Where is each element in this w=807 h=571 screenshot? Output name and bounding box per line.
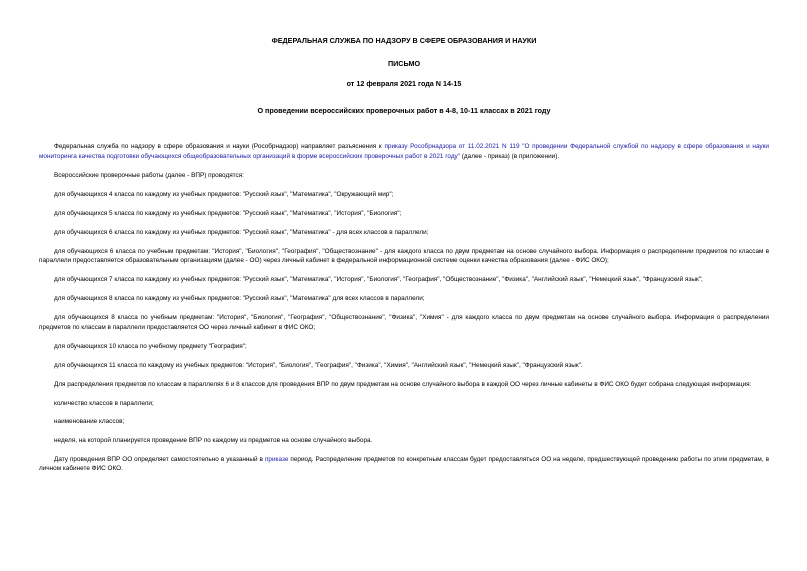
distribution-paragraph: Для распределения предметов по классам в параллелях 6 и 8 классов для проведения ВПР по двум предметам на основе случайного выбора в каждой ОО через личные кабинеты в ФИС ОКО будет собрана следующая информация:: [54, 380, 752, 388]
document-type: ПИСЬМО: [387, 59, 421, 68]
grade-6-all-paragraph: для обучающихся 6 класса по каждому из учебных предметов: "Русский язык", "Математика" - для всех классов в параллели;: [54, 228, 429, 236]
order-119-link[interactable]: приказу Рособрнадзора от 11.02.2021 N 119 "О проведении Федеральной службой по надзору в сфере образования и науки мониторинга качества подготовки обучающихся общеобразовательных организаций в форме всероссийских проверочных работ в 2021 году": [39, 143, 769, 160]
grade-8-all-paragraph: для обучающихся 8 класса по каждому из учебных предметов: "Русский язык", "Математика" для всех классов в параллели;: [54, 295, 425, 303]
info-item-week: неделя, на которой планируется проведение ВПР по каждому из предметов на основе случайного выбора.: [54, 436, 373, 444]
vpr-intro-paragraph: Всероссийские проверочные работы (далее - ВПР) проводятся:: [54, 171, 244, 179]
grade-4-paragraph: для обучающихся 4 класса по каждому из учебных предметов: "Русский язык", "Математика", "Окружающий мир";: [54, 190, 394, 198]
dates-text: Дату проведения ВПР ОО определяет самостоятельно в указанный в: [54, 455, 265, 463]
dates-paragraph: [39, 455, 769, 474]
order-link[interactable]: приказе: [264, 455, 289, 463]
dates-text-end: период. Распределение предметов по конкретным классам будет предоставляться ОО на неделе, предшествующей проведению работы по этим предметам, в личном кабинете ФИС ОКО.: [39, 455, 769, 473]
grade-5-paragraph: для обучающихся 5 класса по каждому из учебных предметов: "Русский язык", "Математика", "История", "Биология";: [54, 209, 402, 217]
intro-text: Федеральная служба по надзору в сфере образования и науки (Рособрнадзор) направляет разъяснения к: [54, 143, 385, 150]
document-body: [39, 142, 769, 474]
grade-10-paragraph: для обучающихся 10 класса по учебному предмету "География";: [54, 342, 247, 350]
info-item-class-names: наименование классов;: [54, 418, 125, 426]
intro-text-end: (далее - приказ) (в приложении).: [460, 152, 560, 160]
grade-7-paragraph: для обучающихся 7 класса по каждому из учебных предметов: "Русский язык", "Математика", "История", "Биология", "География", "Обществознание", "Физика", "Английский язык", "Немецкий язык", "Французский язык";: [54, 276, 703, 284]
document-subject: О проведении всероссийских проверочных работ в 4-8, 10-11 классах в 2021 году: [257, 106, 551, 115]
grade-8-random-paragraph: для обучающихся 8 класса по учебным предметам: "История", "Биология", "География", "Обществознание", "Физика", "Химия" - для каждого класса по двум предметам на основе случайного выбора. Информация о распределении предметов по классам в параллели предоставляется ОО через личный кабинет в ФИС ОКО;: [39, 314, 769, 331]
grade-11-paragraph: для обучающихся 11 класса по каждому из учебных предметов: "История", "Биология", "География", "Физика", "Химия", "Английский язык", "Немецкий язык", "Французский язык".: [54, 361, 583, 369]
grade-6-random-paragraph: для обучающихся 6 класса по учебным предметам: "История", "Биология", "География", "Обществознание" - для каждого класса по двум предметам на основе случайного выбора. Информация о распределении предметов по классам в параллели предоставляется образовательным организациям (далее - ОО) через личный кабинет в федеральной информационной системе оценки качества образования (далее - ФИС ОКО);: [39, 247, 769, 265]
document-date-number: от 12 февраля 2021 года N 14-15: [346, 79, 462, 88]
agency-title: ФЕДЕРАЛЬНАЯ СЛУЖБА ПО НАДЗОРУ В СФЕРЕ ОБРАЗОВАНИЯ И НАУКИ: [271, 36, 537, 45]
info-item-class-count: количество классов в параллели;: [54, 399, 154, 407]
intro-paragraph: [39, 142, 769, 161]
